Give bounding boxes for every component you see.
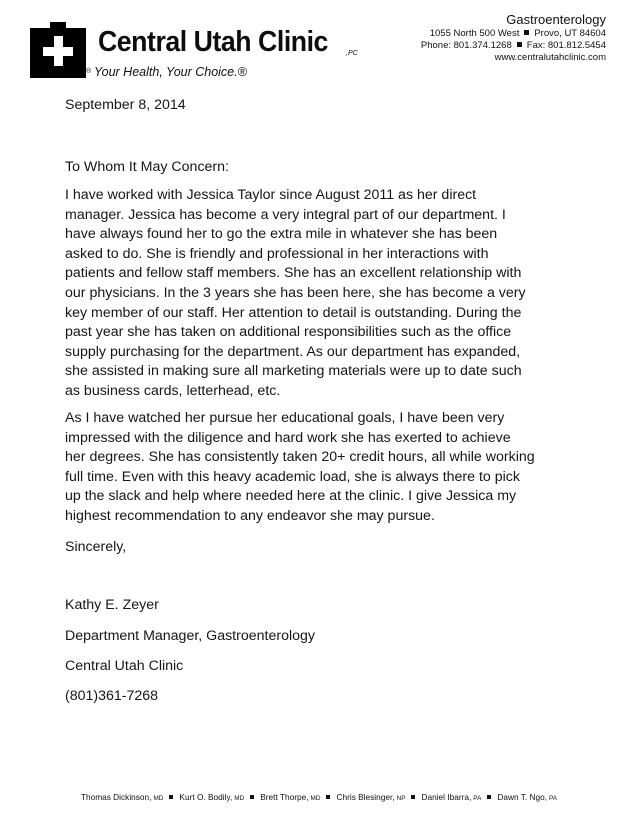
letter-paragraph — [65, 409, 535, 527]
letter-closing: Sincerely, — [65, 539, 127, 555]
physician-credential: PA — [473, 795, 482, 802]
letter-paragraph — [65, 186, 535, 402]
city-state-zip: Provo, UT 84604 — [534, 28, 606, 39]
physician-entry — [179, 792, 244, 802]
bullet-separator-icon — [517, 42, 522, 47]
physician-credential: PA — [549, 795, 558, 802]
fax-number: Fax: 801.812.5454 — [526, 40, 606, 51]
physician-name: Thomas Dickinson, — [80, 792, 152, 802]
physician-credential: MD — [310, 795, 321, 802]
bullet-separator-icon — [487, 795, 491, 799]
letter-date: September 8, 2014 — [65, 97, 186, 113]
clinic-name: Central Utah Clinic — [98, 26, 328, 58]
paragraph-text: I have worked with Jessica Taylor since August 2011 as her direct manager. Jessica has become a very integral part of our department. I have always found her to go the extra mile in whatever she has been asked to do. She is friendly and professional in her interactions with patients and fellow staff members. She has an excellent relationship with our physicians. In the 3 years she has been here, she has become a very key member of our staff. Her attention to detail is outstanding. During the past year she has taken on additional responsibilities such as the office supply purchasing for the department. As our department has expanded, she assisted in making sure all marketing materials were up to date such as business cards, letterhead, etc. — [65, 187, 526, 399]
department-name: Gastroenterology — [506, 12, 606, 27]
signer-name: Kathy E. Zeyer — [65, 597, 159, 613]
street-address: 1055 North 500 West — [429, 28, 520, 39]
clinic-tagline: Your Health, Your Choice.® — [94, 65, 247, 79]
physician-credential: MD — [234, 795, 245, 802]
address-line — [421, 28, 606, 40]
registered-mark: ® — [86, 68, 92, 75]
bullet-separator-icon — [326, 795, 330, 799]
phone-number: Phone: 801.374.1268 — [420, 40, 512, 51]
bullet-separator-icon — [250, 795, 254, 799]
physician-entry — [421, 792, 481, 802]
paragraph-text: As I have watched her pursue her educational goals, I have been very impressed with the diligence and hard work she has exerted to achieve her degrees. She has consistently taken 20+ credit hours, all while working full time. Even with this heavy academic load, she is always there to pick up the slack and help where needed here at the clinic. I give Jessica my highest recommendation to any endeavor she may pursue. — [65, 410, 535, 524]
physician-name: Dawn T. Ngo, — [497, 792, 548, 802]
physician-name: Brett Thorpe, — [260, 792, 309, 802]
bullet-separator-icon — [411, 795, 415, 799]
physician-name: Kurt O. Bodily, — [179, 792, 233, 802]
utah-cross-logo-icon — [30, 22, 86, 78]
signer-title: Department Manager, Gastroenterology — [65, 628, 315, 644]
physician-name: Chris Blesinger, — [336, 792, 395, 802]
clinic-name-suffix: ,PC — [346, 50, 358, 57]
bullet-separator-icon — [524, 30, 529, 35]
phone-fax-line — [421, 40, 606, 52]
physician-credential: NP — [396, 795, 406, 802]
physician-credential: MD — [153, 795, 164, 802]
physician-entry — [336, 792, 405, 802]
physician-name: Daniel Ibarra, — [421, 792, 472, 802]
website-link[interactable]: www.centralutahclinic.com — [494, 52, 606, 63]
physician-roster-footer — [0, 792, 638, 802]
signer-organization: Central Utah Clinic — [65, 658, 184, 674]
physician-entry — [497, 792, 557, 802]
letter-salutation: To Whom It May Concern: — [65, 159, 229, 175]
bullet-separator-icon — [169, 795, 173, 799]
letterhead-contact-block — [421, 12, 606, 64]
physician-entry — [81, 792, 164, 802]
signer-phone: (801)361-7268 — [65, 688, 159, 704]
physician-entry — [260, 792, 320, 802]
